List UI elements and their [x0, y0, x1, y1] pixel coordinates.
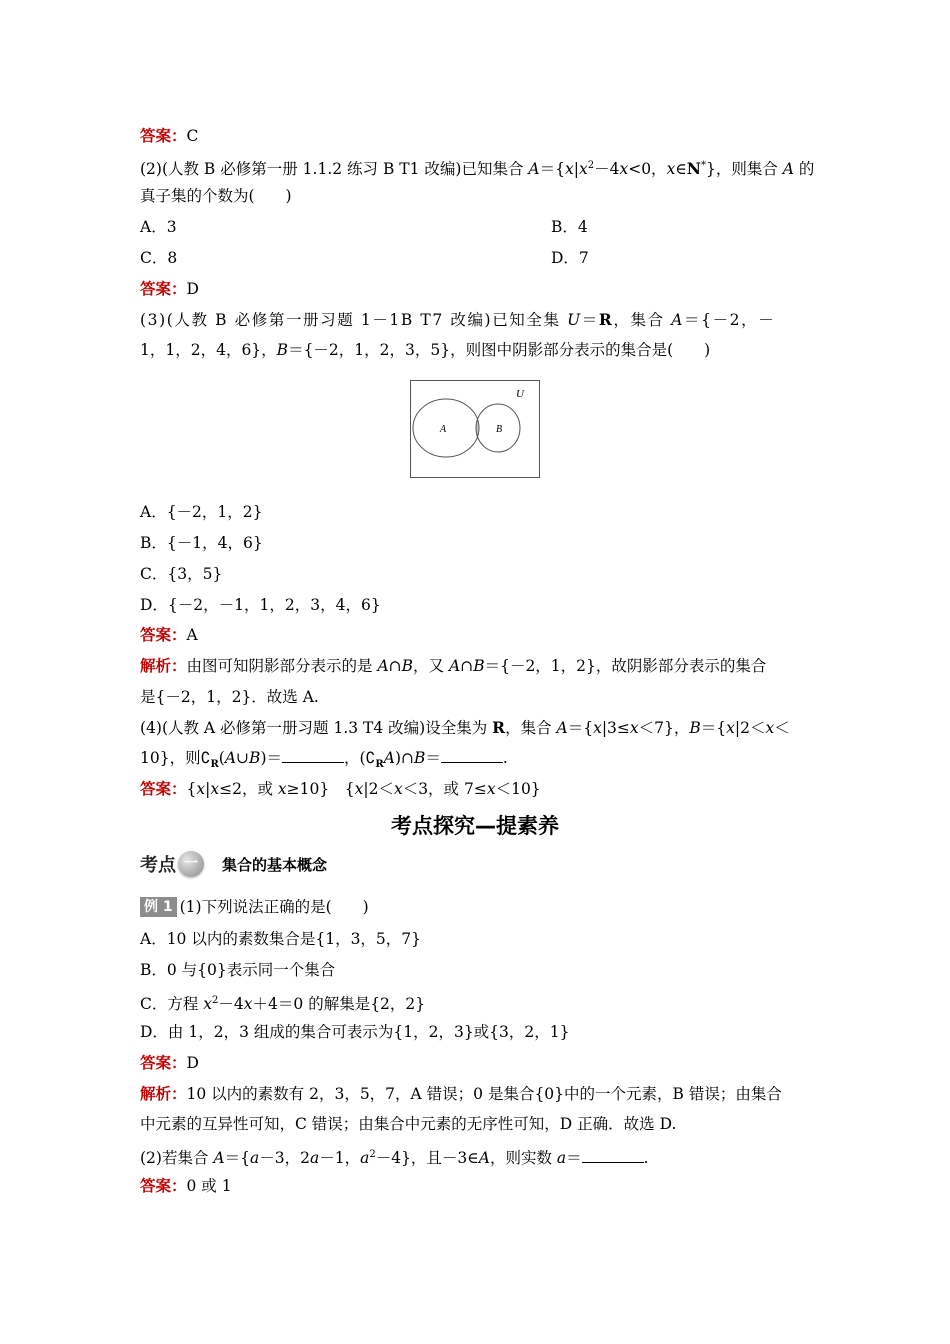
example1-option-b: B．0 与{0}表示同一个集合: [140, 961, 336, 979]
q4-var: x: [210, 780, 220, 798]
example1-var: a: [556, 1149, 567, 1168]
venn-label-a: A: [440, 424, 447, 435]
q4-var: x: [593, 719, 602, 737]
q3-answer-line: [140, 625, 198, 645]
q3-analysis-text: ＝{－2，1，2}，故阴影部分表示的集合: [484, 657, 767, 675]
q4-text: ＝{: [700, 719, 727, 737]
example1-answer2: 0 或 1: [186, 1177, 232, 1195]
q2-options-row2: [140, 248, 589, 268]
example1-var: A: [213, 1149, 225, 1168]
example1-q2-line: [140, 1145, 649, 1168]
q2-text: |: [573, 160, 579, 179]
kaodian-number-badge: [178, 851, 204, 877]
example1-sup: 2: [369, 1149, 376, 1160]
q3-option-d: D．{－2，－1，1，2，3，4，6}: [140, 596, 381, 614]
q2-text: 的: [793, 160, 815, 179]
example1-text: －4: [218, 995, 244, 1014]
q3-option-a: A．{－2，1，2}: [140, 503, 263, 521]
example1-answer-line: [140, 1053, 199, 1073]
q4-text: ＜: [774, 719, 790, 737]
q4-answer-text: |2＜: [363, 780, 394, 798]
q3-text: 1，1，2，4，6}，: [140, 341, 277, 359]
q2-text: ＝{: [539, 160, 565, 179]
q4-var: A: [556, 719, 568, 737]
q4-text: ＜7}，: [638, 719, 690, 737]
q3-analysis-text: ∩: [388, 657, 402, 675]
q2-text: }，则集合: [705, 160, 783, 179]
example1-analysis-text: 10 以内的素数有 2，3，5，7，A 错误；0 是集合{0}中的一个元素，B 错误；由集合: [186, 1085, 782, 1103]
q4-var: x: [486, 780, 496, 798]
example1-text: －4}，且－3∈: [375, 1149, 479, 1168]
q4-text: ∪: [236, 749, 250, 767]
q2-answer-line: [140, 279, 199, 299]
q3-stem-line2: [140, 340, 710, 360]
q3-text: ＝{－2，－: [684, 311, 776, 329]
example1-q1-text: (1)下列说法正确的是( ): [179, 898, 369, 916]
q2-sup: 2: [587, 160, 595, 171]
q1-answer-line: [140, 126, 198, 146]
kaodian-label: 考点: [140, 855, 176, 876]
q3-analysis-text: 由图可知阴影部分表示的是: [186, 657, 378, 675]
q2-var: x: [619, 160, 629, 179]
q2-var: A: [782, 160, 794, 179]
q4-var: x: [629, 719, 639, 737]
example1-var: a: [360, 1149, 370, 1168]
q3-var: A: [377, 657, 389, 675]
q4-var: x: [726, 719, 735, 737]
q3-var: A: [448, 657, 461, 675]
q3-analysis-text: ，又: [413, 657, 449, 675]
q4-text: ＝{: [567, 719, 594, 737]
q4-stem-line1: [140, 718, 790, 738]
q4-text: (4)(人教 A 必修第一册习题 1.3 T4 改编)设全集为: [140, 719, 493, 737]
q4-text: )＝: [260, 749, 282, 767]
q4-var: B: [249, 749, 261, 767]
example1-text: －1，: [319, 1149, 361, 1168]
q2-var: x: [578, 160, 588, 179]
q4-text: .: [502, 749, 508, 767]
example1-var: x: [243, 995, 253, 1014]
example1-q2-blank[interactable]: [582, 1148, 644, 1163]
q4-set-r: R: [492, 718, 506, 737]
q4-answer-text: ＜10}: [495, 780, 541, 798]
example1-option-d: D．由 1，2，3 组成的集合可表示为{1，2，3}或{3，2，1}: [140, 1023, 570, 1041]
q2-stem-line1: [140, 156, 814, 179]
q3-text: (3)(人教 B 必修第一册习题 1－1B T7 改编)已知全集: [140, 311, 568, 329]
q4-sub-r: R: [210, 759, 219, 771]
q4-text: 10}，则: [140, 749, 201, 767]
example1-text: .: [643, 1149, 649, 1168]
answer-label: 答案：: [140, 279, 187, 298]
q1-answer: C: [186, 127, 199, 145]
example1-text: －3，2: [259, 1149, 310, 1168]
q4-stem-line2: [140, 748, 508, 775]
q2-options-row1: [140, 217, 588, 237]
q2-var: A: [528, 160, 540, 179]
q3-analysis-line2: 是{－2，1，2}．故选 A.: [140, 688, 319, 706]
q3-analysis-text: ∩: [460, 657, 474, 675]
example1-text: ＋4＝0 的解集是{2，2}: [252, 995, 426, 1014]
q3-analysis-line1: [140, 656, 766, 676]
q2-set-n: N: [686, 159, 701, 179]
q4-text: )∩: [394, 749, 414, 767]
kaodian-header: [140, 848, 327, 880]
example1-text: C．方程: [140, 995, 204, 1014]
example1-option-a: A．10 以内的素数集合是{1，3，5，7}: [140, 930, 422, 948]
q3-option-c: C．{3，5}: [140, 565, 223, 583]
q2-stem-line2: 真子集的个数为( ): [140, 187, 292, 205]
q4-answer-text: ＜3，或 7≤: [402, 780, 487, 798]
q3-var: U: [567, 311, 582, 329]
analysis-label: 解析：: [140, 1084, 187, 1103]
q3-text: ，集合: [613, 311, 672, 329]
example1-analysis-line1: [140, 1084, 782, 1104]
q3-var: B: [473, 657, 485, 675]
answer-label: 答案：: [140, 1053, 187, 1072]
example1-var: a: [309, 1149, 320, 1168]
q4-blank-2[interactable]: [441, 748, 503, 763]
example1-q1-line: [140, 897, 369, 917]
q4-text: |2＜: [734, 719, 766, 737]
answer-label: 答案：: [140, 779, 187, 798]
q4-var: x: [354, 780, 364, 798]
example1-text: ，则实数: [489, 1149, 557, 1168]
q2-answer: D: [186, 280, 199, 298]
example1-var: a: [249, 1149, 260, 1168]
venn-label-b: B: [496, 424, 503, 435]
q2-text: －4: [594, 160, 620, 179]
example1-var: A: [478, 1149, 490, 1168]
q3-set-r: R: [598, 310, 614, 329]
example1-var: x: [203, 995, 213, 1014]
q4-var: B: [413, 749, 426, 767]
example1-analysis-line2: 中元素的互异性可知，C 错误；由集合中元素的无序性可知，D 正确．故选 D.: [140, 1115, 677, 1133]
analysis-label: 解析：: [140, 656, 187, 675]
q4-text: |3≤: [601, 719, 630, 737]
q2-var: x: [666, 160, 676, 179]
q2-var: x: [564, 160, 574, 179]
venn-label-u: U: [516, 388, 524, 400]
q2-option-b: B．4: [551, 218, 588, 236]
q4-text: ，(∁: [344, 749, 376, 767]
q3-var: B: [276, 341, 289, 359]
q4-blank-1[interactable]: [282, 748, 344, 763]
q3-text: ＝: [581, 311, 599, 329]
q4-text: ，集合: [505, 719, 557, 737]
q2-option-a: A．3: [140, 218, 177, 236]
q4-var: A: [224, 749, 237, 767]
example1-answer2-line: [140, 1176, 232, 1196]
venn-diagram: [410, 380, 541, 479]
q4-text: (: [218, 749, 225, 767]
answer-label: 答案：: [140, 126, 187, 145]
example1-text: ＝: [566, 1149, 582, 1168]
q4-answer-text: {: [186, 780, 197, 798]
kaodian-title: 集合的基本概念: [222, 855, 328, 874]
kaodian-number: 一: [184, 856, 198, 872]
q4-answer-text: ≤2，或: [219, 780, 278, 798]
q2-option-c: C．8: [140, 249, 178, 267]
q2-option-d: D．7: [551, 249, 589, 267]
example1-option-c: [140, 991, 425, 1014]
q3-option-b: B．{－1，4，6}: [140, 534, 263, 552]
example1-sup: 2: [212, 995, 219, 1006]
q3-text: ＝{－2，1，2，3，5}，则图中阴影部分表示的集合是( ): [288, 341, 711, 359]
example-badge: 例 1: [140, 897, 177, 917]
q4-answer-text: ≥10} {: [286, 780, 355, 798]
q2-sup: *: [700, 160, 706, 171]
q4-answer-line: [140, 779, 541, 799]
q3-var: A: [671, 311, 685, 329]
section-title: 考点探究—提素养: [391, 814, 559, 838]
answer-label: 答案：: [140, 1176, 187, 1195]
q4-var: x: [765, 719, 775, 737]
q4-var: x: [393, 780, 403, 798]
q3-var: B: [401, 657, 414, 675]
q2-text: ∈: [675, 160, 687, 179]
q4-answer-text: |: [205, 780, 211, 798]
q2-text: (2)(人教 B 必修第一册 1.1.2 练习 B T1 改编)已知集合: [140, 160, 529, 179]
answer-label: 答案：: [140, 625, 187, 644]
example1-answer: D: [186, 1054, 199, 1072]
q3-answer: A: [186, 626, 198, 644]
q4-var: x: [196, 780, 206, 798]
example1-text: ＝{: [224, 1149, 250, 1168]
example1-text: (2)若集合: [140, 1149, 214, 1168]
q4-complement-symbol: ∁: [200, 749, 211, 767]
q2-text: <0，: [628, 160, 667, 179]
q4-var: A: [383, 749, 395, 767]
q3-stem-line1: [140, 310, 775, 330]
q4-var: x: [277, 780, 287, 798]
q4-var: B: [689, 719, 701, 737]
q4-text: ＝: [425, 749, 441, 767]
q4-sub-r: R: [375, 759, 384, 771]
